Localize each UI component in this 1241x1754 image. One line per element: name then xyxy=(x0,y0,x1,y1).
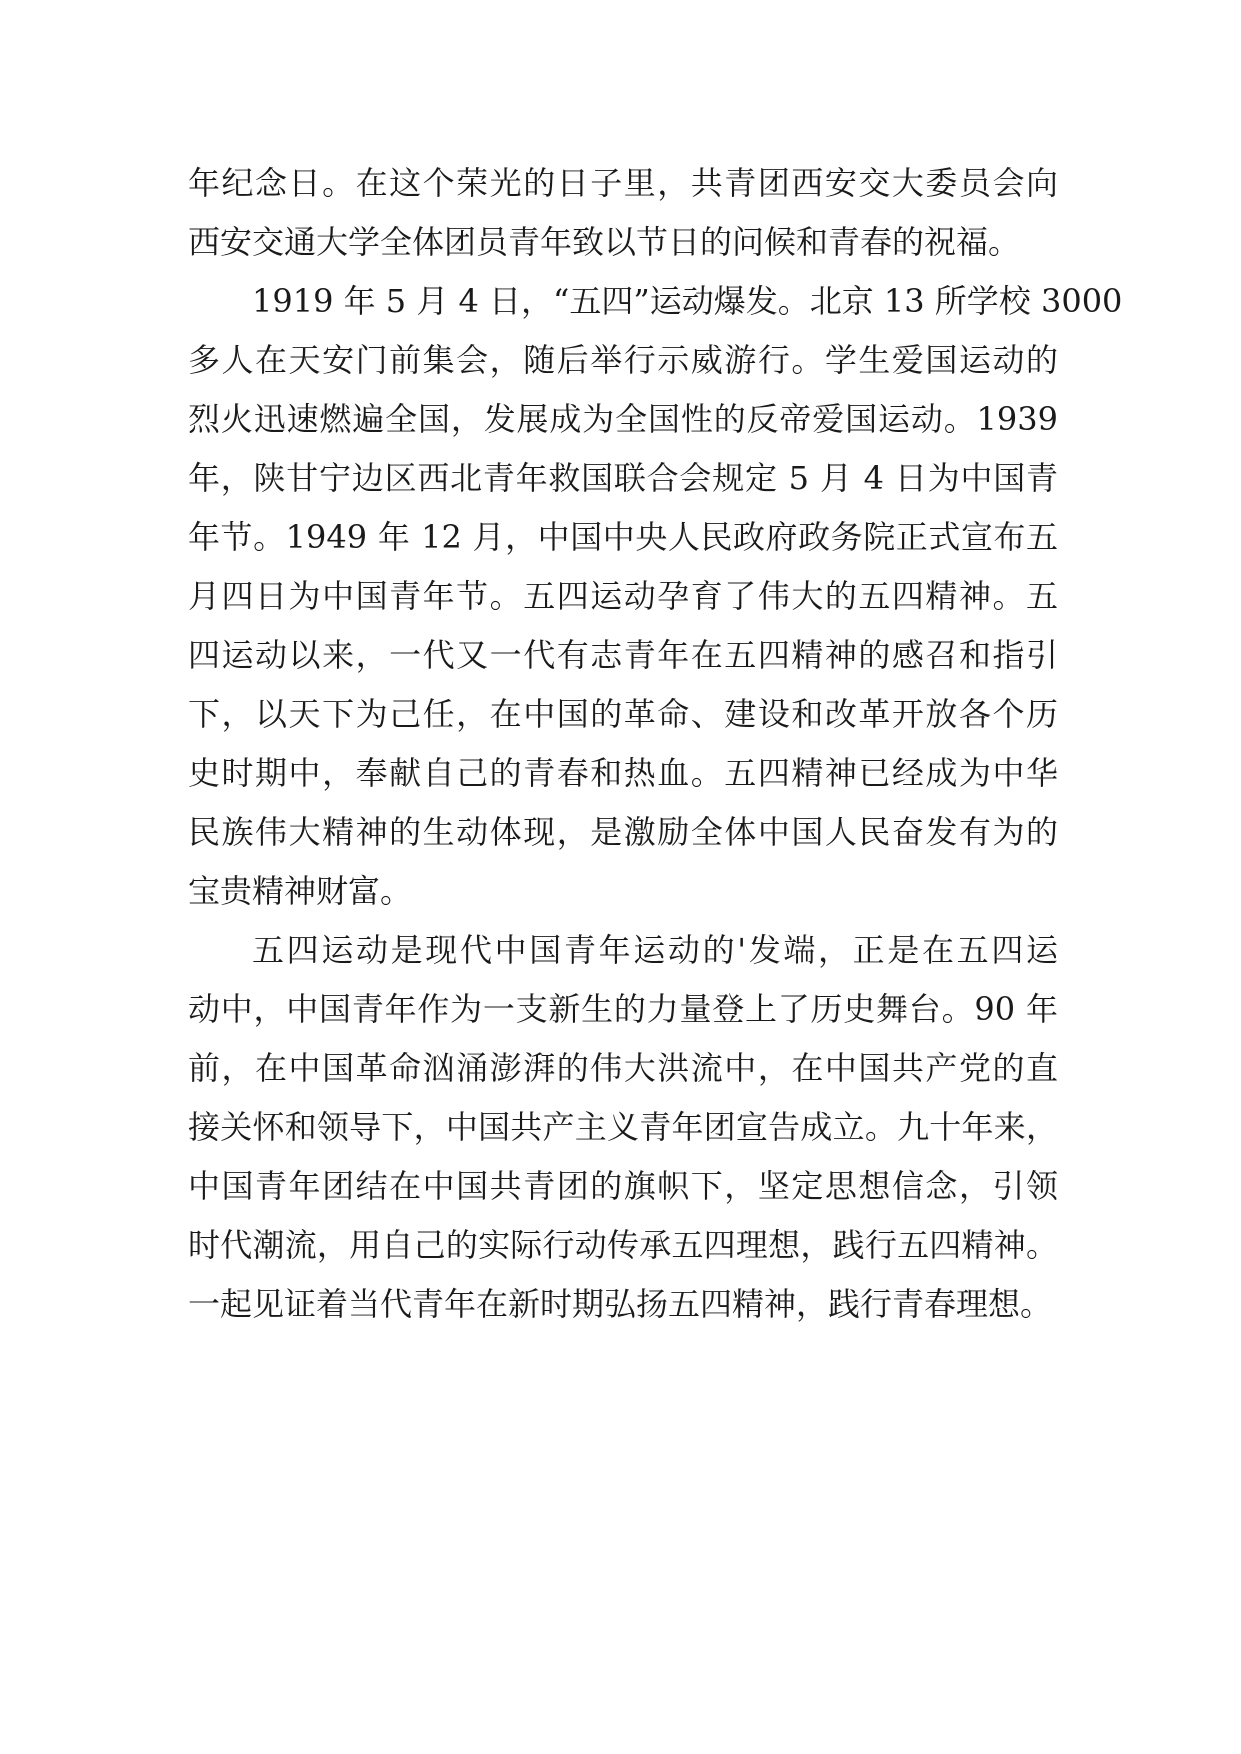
text-line: 烈火迅速燃遍全国，发展成为全国性的反帝爱国运动。1939 xyxy=(188,400,1058,438)
text-line: 宝贵精神财富。 xyxy=(188,872,413,910)
text-line: 1919 年 5 月 4 日，“五四”运动爆发。北京 13 所学校 3000 xyxy=(252,282,1123,320)
text-line: 月四日为中国青年节。五四运动孕育了伟大的五四精神。五 xyxy=(188,577,1058,615)
text-line: 史时期中，奉献自己的青春和热血。五四精神已经成为中华 xyxy=(188,754,1058,792)
text-line: 西安交通大学全体团员青年致以节日的问候和青春的祝福。 xyxy=(188,223,1021,261)
text-line: 下，以天下为己任，在中国的革命、建设和改革开放各个历 xyxy=(188,695,1058,733)
text-line: 接关怀和领导下，中国共产主义青年团宣告成立。九十年来， xyxy=(188,1108,1058,1146)
text-line: 中国青年团结在中国共青团的旗帜下，坚定思想信念，引领 xyxy=(188,1167,1058,1205)
text-line: 五四运动是现代中国青年运动的'发端，正是在五四运 xyxy=(252,931,1058,969)
text-line: 民族伟大精神的生动体现，是激励全体中国人民奋发有为的 xyxy=(188,813,1058,851)
text-line: 四运动以来，一代又一代有志青年在五四精神的感召和指引 xyxy=(188,636,1058,674)
text-line: 年，陕甘宁边区西北青年救国联合会规定 5 月 4 日为中国青 xyxy=(188,459,1058,497)
text-line: 一起见证着当代青年在新时期弘扬五四精神，践行青春理想。 xyxy=(188,1285,1053,1323)
text-line: 前，在中国革命汹涌澎湃的伟大洪流中，在中国共产党的直 xyxy=(188,1049,1058,1087)
text-line: 年纪念日。在这个荣光的日子里，共青团西安交大委员会向 xyxy=(188,164,1058,202)
paragraph-2 xyxy=(188,272,1123,921)
paragraph-3 xyxy=(188,921,1058,1334)
text-line: 多人在天安门前集会，随后举行示威游行。学生爱国运动的 xyxy=(188,341,1058,379)
text-line: 时代潮流，用自己的实际行动传承五四理想，践行五四精神。 xyxy=(188,1226,1058,1264)
text-line: 动中，中国青年作为一支新生的力量登上了历史舞台。90 年 xyxy=(188,990,1058,1028)
text-line: 年节。1949 年 12 月，中国中央人民政府政务院正式宣布五 xyxy=(188,518,1058,556)
paragraph-1 xyxy=(188,154,1058,272)
document-body xyxy=(188,154,1123,1334)
